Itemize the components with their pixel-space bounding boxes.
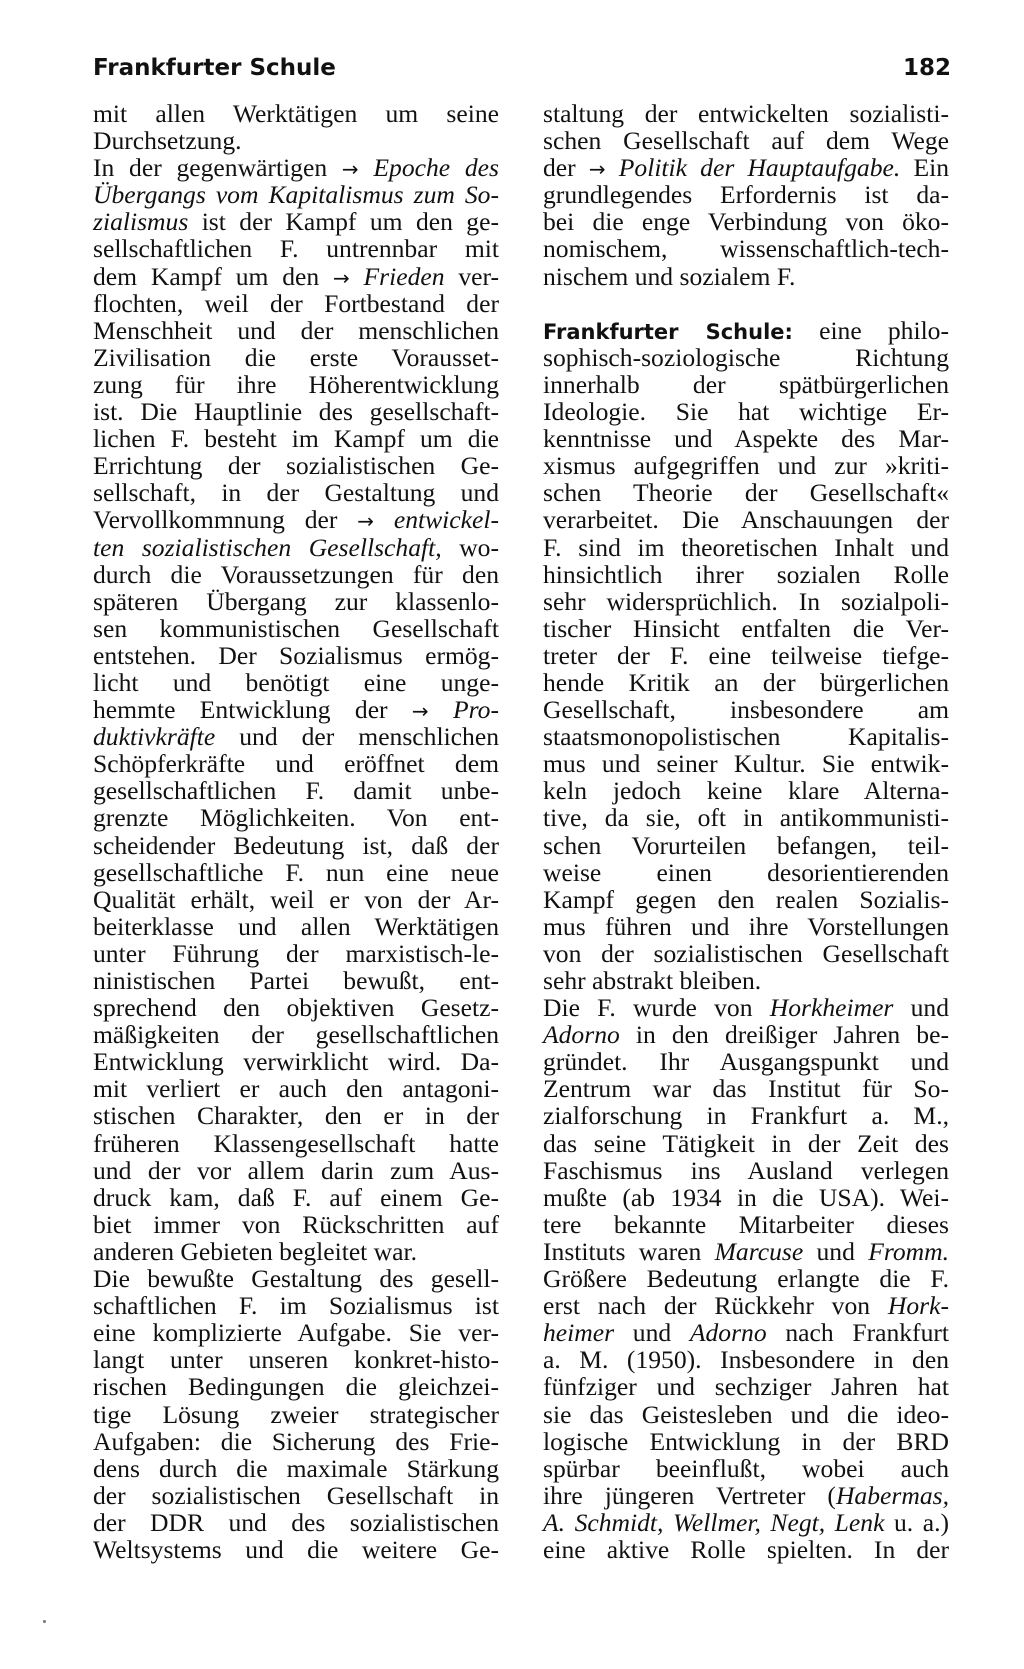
- text-line: gesellschaftlichen F. damit unbe-: [93, 776, 499, 806]
- text-line: von der sozialistischen Gesellschaft: [543, 938, 949, 968]
- text-line: durch die Voraussetzungen für den: [93, 559, 499, 589]
- text-line: treter der F. eine teilweise tiefge-: [543, 640, 949, 670]
- text-line: kenntnisse und Aspekte des Mar-: [543, 424, 949, 454]
- text-line: der DDR und des sozialistischen: [93, 1507, 499, 1537]
- text-line: weise einen desorientierenden: [543, 857, 949, 887]
- text-line: lichen F. besteht im Kampf um die: [93, 424, 499, 454]
- text-line: das seine Tätigkeit in der Zeit des: [543, 1128, 949, 1158]
- text-line: gesellschaftliche F. nun eine neue: [93, 857, 499, 887]
- text-line: Schöpferkräfte und eröffnet dem: [93, 749, 499, 779]
- text-line: sen kommunistischen Gesellschaft: [93, 613, 499, 643]
- text-line: schen Theorie der Gesellschaft«: [543, 478, 949, 508]
- text-line: In der gegenwärtigen → Epoche des: [93, 153, 499, 183]
- text-line: tige Lösung zweier strategischer: [93, 1399, 499, 1429]
- text-line: bei die enge Verbindung von öko-: [543, 207, 949, 237]
- running-head: [93, 48, 951, 88]
- text-line: mus und seiner Kultur. Sie entwik-: [543, 749, 949, 779]
- text-line: Qualität erhält, weil er von der Ar-: [93, 884, 499, 914]
- text-line: nischem und sozialem F.: [543, 261, 796, 291]
- text-line: staatsmonopolistischen Kapitalis-: [543, 722, 949, 752]
- text-line: späteren Übergang zur klassenlo-: [93, 586, 499, 616]
- text-line: grenzte Möglichkeiten. Von ent-: [93, 803, 499, 833]
- text-line: der sozialistischen Gesellschaft in: [93, 1480, 499, 1510]
- text-line: flochten, weil der Fortbestand der: [93, 288, 499, 318]
- text-line: Ideologie. Sie hat wichtige Er-: [543, 397, 949, 427]
- text-line: Gesellschaft, insbesondere am: [543, 695, 949, 725]
- text-line: zialforschung in Frankfurt a. M.,: [543, 1101, 949, 1131]
- text-line: dem Kampf um den → Frieden ver-: [93, 261, 500, 291]
- text-line: Adorno in den dreißiger Jahren be-: [543, 1020, 949, 1050]
- text-line: Größere Bedeutung erlangte die F.: [543, 1264, 949, 1294]
- text-line: beiterklasse und allen Werktätigen: [93, 911, 499, 941]
- text-line: Zentrum war das Institut für So-: [543, 1074, 949, 1104]
- text-line: ist. Die Hauptlinie des gesellschaft-: [93, 397, 499, 427]
- text-line: tive, da sie, oft in antikommunisti-: [543, 803, 949, 833]
- text-line: Die F. wurde von Horkheimer und: [543, 993, 949, 1023]
- text-line: sie das Geistesleben und die ideo-: [543, 1399, 949, 1429]
- text-line: Vervollkommnung der → entwickel-: [93, 505, 499, 535]
- text-line: ihre jüngeren Vertreter (Habermas,: [543, 1480, 949, 1510]
- text-line: A. Schmidt, Wellmer, Negt, Lenk u. a.): [543, 1507, 949, 1537]
- text-line: duktivkräfte und der menschlichen: [93, 722, 499, 752]
- text-line: sprechend den objektiven Gesetz-: [93, 993, 499, 1023]
- left-column: [93, 100, 499, 1563]
- running-head-title: Frankfurter Schule: [93, 55, 336, 81]
- text-line: mit allen Werktätigen um seine: [93, 99, 499, 128]
- text-line: Frankfurter Schule: eine philo-: [543, 315, 950, 345]
- text-line: licht und benötigt eine unge-: [93, 667, 499, 697]
- text-line: dens durch die maximale Stärkung: [93, 1453, 499, 1483]
- text-line: Aufgaben: die Sicherung des Frie-: [93, 1426, 499, 1456]
- text-line: Weltsystems und die weitere Ge-: [93, 1534, 499, 1564]
- text-line: langt unter unseren konkret-histo-: [93, 1345, 499, 1375]
- text-line: innerhalb der spätbürgerlichen: [543, 369, 949, 399]
- text-line: stischen Charakter, den er in der: [93, 1101, 499, 1131]
- text-line: unter Führung der marxistisch-le-: [93, 938, 499, 968]
- text-line: Die bewußte Gestaltung des gesell-: [93, 1264, 499, 1294]
- text-line: sellschaftlichen F. untrennbar mit: [93, 234, 499, 264]
- text-line: früheren Klassengesellschaft hatte: [93, 1128, 499, 1158]
- text-line: grundlegendes Erfordernis ist da-: [543, 180, 949, 210]
- text-line: Kampf gegen den realen Sozialis-: [543, 884, 949, 914]
- text-line: zung für ihre Höherentwicklung: [93, 369, 499, 399]
- text-line: Faschismus ins Ausland verlegen: [543, 1155, 949, 1185]
- text-line: heimer und Adorno nach Frankfurt: [543, 1318, 950, 1348]
- text-line: tere bekannte Mitarbeiter dieses: [543, 1209, 949, 1239]
- text-line: ten sozialistischen Gesellschaft, wo-: [93, 532, 499, 562]
- page-number: 182: [902, 55, 951, 81]
- text-line: schen Vorurteilen befangen, teil-: [543, 830, 949, 860]
- text-line: hende Kritik an der bürgerlichen: [543, 667, 949, 697]
- text-line: sellschaft, in der Gestaltung und: [93, 478, 499, 508]
- text-line: ninistischen Partei bewußt, ent-: [93, 966, 499, 995]
- text-line: schen Gesellschaft auf dem Wege: [543, 126, 949, 156]
- text-line: und der vor allem darin zum Aus-: [93, 1155, 499, 1185]
- text-line: erst nach der Rückkehr von Hork-: [543, 1291, 949, 1321]
- text-line: verarbeitet. Die Anschauungen der: [543, 505, 949, 535]
- text-line: sehr widersprüchlich. In sozialpoli-: [543, 586, 949, 616]
- text-line: Übergangs vom Kapitalismus zum So-: [93, 180, 499, 210]
- text-line: sophisch-soziologische Richtung: [543, 342, 949, 372]
- text-line: tischer Hinsicht entfalten die Ver-: [543, 613, 949, 643]
- text-line: schaftlichen F. im Sozialismus ist: [93, 1291, 499, 1321]
- text-line: keln jedoch keine klare Alterna-: [543, 776, 949, 806]
- text-line: gründet. Ihr Ausgangspunkt und: [543, 1047, 949, 1077]
- right-column: [543, 100, 949, 1563]
- text-line: mäßigkeiten der gesellschaftlichen: [93, 1020, 499, 1050]
- text-line: eine aktive Rolle spielten. In der: [543, 1534, 949, 1564]
- text-line: logische Entwicklung in der BRD: [543, 1426, 949, 1456]
- text-line: fünfziger und sechziger Jahren hat: [543, 1372, 949, 1402]
- paragraph-gap: [543, 290, 949, 317]
- text-line: biet immer von Rückschritten auf: [93, 1209, 499, 1239]
- text-line: Errichtung der sozialistischen Ge-: [93, 451, 499, 481]
- text-line: rischen Bedingungen die gleichzei-: [93, 1372, 499, 1402]
- text-line: druck kam, daß F. auf einem Ge-: [93, 1182, 499, 1212]
- text-line: sehr abstrakt bleiben.: [543, 966, 762, 995]
- text-line: mus führen und ihre Vorstellungen: [543, 911, 949, 941]
- text-line: hinsichtlich ihrer sozialen Rolle: [543, 559, 949, 589]
- text-line: Zivilisation die erste Vorausset-: [93, 342, 499, 372]
- text-line: F. sind im theoretischen Inhalt und: [543, 532, 949, 562]
- text-line: scheidender Bedeutung ist, daß der: [93, 830, 499, 860]
- text-line: zialismus ist der Kampf um den ge-: [93, 207, 499, 237]
- text-line: mit verliert er auch den antagoni-: [93, 1074, 499, 1104]
- text-line: hemmte Entwicklung der → Pro-: [93, 695, 499, 725]
- text-line: mußte (ab 1934 in die USA). Wei-: [543, 1182, 949, 1212]
- text-line: anderen Gebieten begleitet war.: [93, 1236, 418, 1266]
- text-line: staltung der entwickelten sozialisti-: [543, 99, 949, 128]
- text-line: eine komplizierte Aufgabe. Sie ver-: [93, 1318, 499, 1348]
- text-line: spürbar beeinflußt, wobei auch: [543, 1453, 949, 1483]
- text-line: nomischem, wissenschaftlich-tech-: [543, 234, 949, 264]
- text-line: Instituts waren Marcuse und Fromm.: [543, 1236, 949, 1266]
- text-line: der → Politik der Hauptaufgabe. Ein: [543, 153, 949, 183]
- text-line: Menschheit und der menschlichen: [93, 315, 499, 345]
- margin-speck: [43, 1620, 46, 1623]
- text-line: entstehen. Der Sozialismus ermög-: [93, 640, 499, 670]
- text-line: a. M. (1950). Insbesondere in den: [543, 1345, 949, 1375]
- text-line: Entwicklung verwirklicht wird. Da-: [93, 1047, 499, 1077]
- text-line: Durchsetzung.: [93, 126, 242, 156]
- text-line: xismus aufgegriffen und zur »kriti-: [543, 451, 949, 481]
